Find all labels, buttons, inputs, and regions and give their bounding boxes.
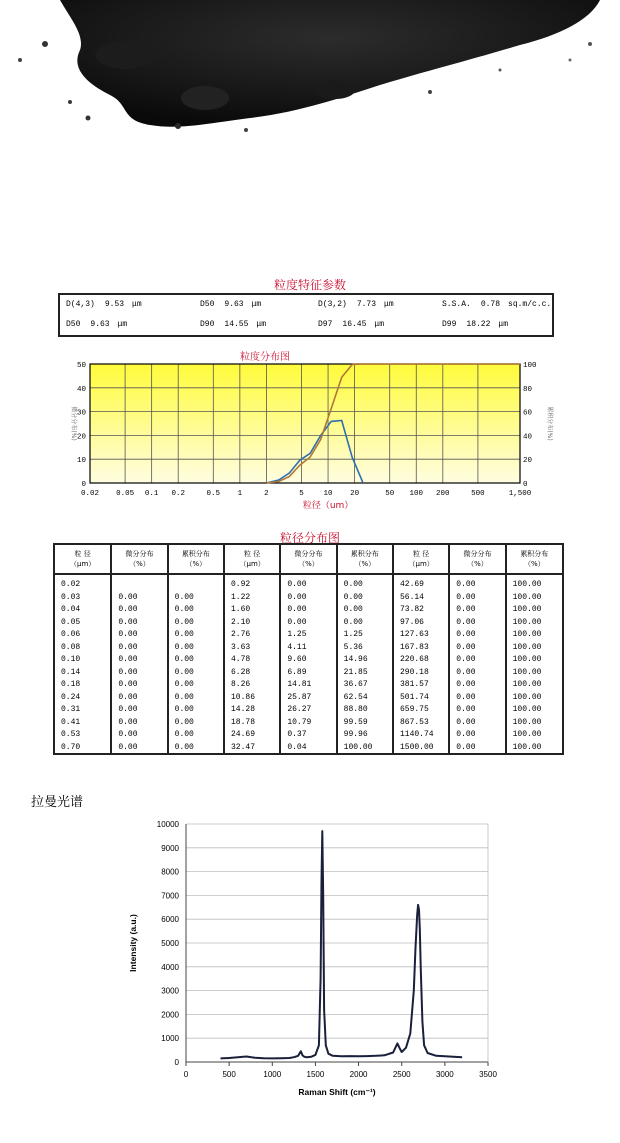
table-cell: 14.81 [280, 679, 336, 692]
table-cell: 867.53 [393, 717, 449, 730]
table-cell: 3.63 [224, 642, 280, 655]
x-tick-label: 2500 [392, 1070, 411, 1079]
table-cell: 1.22 [224, 592, 280, 605]
param-value: 18.22 [466, 320, 491, 329]
column-header [111, 545, 167, 574]
table-cell: 0.00 [280, 574, 336, 592]
param-value: 9.63 [224, 300, 244, 309]
table-cell: 73.82 [393, 604, 449, 617]
table-cell: 56.14 [393, 592, 449, 605]
table-cell: 0.00 [449, 717, 505, 730]
y-tick-label: 6000 [161, 915, 179, 925]
table-cell: 0.00 [168, 642, 224, 655]
y2-tick-label: 60 [523, 409, 533, 418]
table-cell: 0.00 [111, 704, 167, 717]
particle-distribution-table [53, 543, 564, 755]
table-cell: 0.04 [55, 604, 111, 617]
table-cell: 501.74 [393, 692, 449, 705]
table-cell: 0.00 [449, 679, 505, 692]
y-tick-label: 10 [76, 457, 86, 466]
table-cell: 0.00 [111, 742, 167, 755]
psd-y-label: 微分分布(%) [70, 406, 77, 441]
x-tick-label: 0.1 [144, 490, 159, 498]
distribution-table-title: 粒径分布图 [279, 531, 340, 545]
params-row [60, 315, 552, 335]
param-value: 14.55 [224, 320, 249, 329]
raman-x-label: Raman Shift (cm⁻¹) [298, 1087, 376, 1097]
params-title: 粒度特征参数 [273, 278, 346, 292]
y-tick-label: 2000 [161, 1010, 179, 1020]
column-header-unit: （%） [129, 560, 150, 568]
param-value: 0.78 [480, 300, 501, 309]
params-row [60, 295, 552, 315]
table-row [55, 617, 562, 630]
table-cell: 6.89 [280, 667, 336, 680]
table-cell: 1500.00 [393, 742, 449, 755]
table-cell: 100.00 [512, 655, 542, 664]
param-label: D50 [200, 300, 215, 309]
table-cell: 32.47 [224, 742, 280, 755]
x-tick-label: 50 [385, 490, 395, 498]
x-tick-label: 500 [471, 490, 485, 498]
table-cell: 4.11 [280, 642, 336, 655]
x-tick-label: 3000 [435, 1070, 454, 1079]
column-header [449, 545, 505, 574]
raman-y-label: Intensity (a.u.) [128, 914, 138, 972]
column-header-label: 累积分布 [520, 550, 549, 558]
y2-tick-label: 40 [523, 433, 533, 442]
table-cell: 0.00 [449, 617, 505, 630]
table-cell: 5.36 [337, 642, 393, 655]
table-row [55, 629, 562, 642]
column-header-label: 微分分布 [463, 550, 492, 558]
table-cell: 0.00 [168, 654, 224, 667]
column-header-unit: （%） [185, 560, 207, 568]
table-cell: 100.00 [512, 580, 542, 589]
table-cell: 0.14 [55, 667, 111, 680]
table-cell: 0.00 [111, 654, 167, 667]
x-tick-label: 5 [299, 490, 304, 498]
column-header-label: 粒 径 [244, 550, 261, 558]
table-row [55, 574, 562, 592]
table-cell: 10.86 [224, 692, 280, 705]
table-cell: 100.00 [512, 730, 542, 739]
y-tick-label: 50 [76, 362, 86, 370]
particle-size-distribution-chart [60, 350, 560, 512]
x-tick-label: 200 [436, 490, 450, 498]
table-cell: 1.25 [280, 629, 336, 642]
table-cell: 0.00 [337, 604, 393, 617]
table-row [55, 704, 562, 717]
table-cell: 1140.74 [393, 729, 449, 742]
table-cell: 0.00 [280, 617, 336, 630]
x-tick-label: 1500 [306, 1070, 325, 1079]
y2-tick-label: 80 [523, 385, 533, 394]
param-unit: μm [256, 320, 267, 329]
table-cell: 24.69 [224, 729, 280, 742]
column-header [280, 545, 336, 574]
table-cell: 14.28 [224, 704, 280, 717]
param-label: D90 [200, 320, 215, 329]
param-d32 [318, 300, 402, 309]
table-cell: 0.00 [168, 679, 224, 692]
table-cell: 1.60 [224, 604, 280, 617]
param-value: 16.45 [342, 320, 367, 329]
table-cell: 100.00 [512, 642, 542, 652]
y-tick-label: 7000 [161, 891, 179, 901]
table-cell: 0.00 [111, 667, 167, 680]
table-cell: 0.00 [337, 592, 393, 605]
table-cell: 21.85 [337, 667, 393, 680]
table-cell: 1.25 [337, 629, 393, 642]
table-cell: 100.00 [512, 705, 542, 714]
table-cell: 0.00 [168, 592, 224, 605]
table-cell: 0.00 [337, 617, 393, 630]
raman-spectrum-line [221, 831, 463, 1058]
psd-y2-label: 累积分布(%) [546, 406, 553, 441]
table-cell: 0.31 [55, 704, 111, 717]
table-cell: 99.96 [337, 729, 393, 742]
table-cell: 0.00 [111, 642, 167, 655]
table-cell: 290.18 [393, 667, 449, 680]
y-tick-label: 8000 [161, 867, 179, 877]
param-value: 9.63 [90, 320, 110, 329]
y-tick-label: 5000 [161, 939, 179, 948]
x-tick-label: 100 [409, 490, 424, 498]
param-d90 [200, 320, 274, 329]
table-cell: 0.00 [449, 742, 505, 755]
param-unit: μm [498, 320, 509, 329]
table-cell: 100.00 [512, 617, 542, 627]
table-row [55, 679, 562, 692]
table-cell: 100.00 [337, 742, 393, 755]
column-header [393, 545, 449, 574]
plot-background [90, 364, 520, 483]
table-cell: 0.53 [55, 729, 111, 742]
graphite-powder-image [0, 0, 620, 140]
table-row [55, 692, 562, 705]
param-label: D99 [442, 320, 457, 329]
table-row [55, 642, 562, 655]
table-cell: 42.69 [393, 574, 449, 592]
y2-tick-label: 100 [523, 362, 537, 370]
table-cell: 0.00 [168, 692, 224, 705]
table-row [55, 717, 562, 730]
param-d50 [66, 320, 135, 329]
column-header-label: 粒 径 [413, 550, 430, 558]
param-unit: μm [132, 300, 142, 309]
table-cell: 4.78 [224, 654, 280, 667]
param-d97 [318, 320, 392, 329]
column-header [168, 545, 224, 574]
table-cell: 0.00 [449, 729, 505, 742]
column-header [506, 545, 562, 574]
table-cell: 36.67 [337, 679, 393, 692]
column-header-unit: （%） [298, 560, 319, 568]
column-header-unit: （%） [467, 560, 488, 568]
table-cell: 659.75 [393, 704, 449, 717]
y2-tick-label: 20 [523, 457, 533, 466]
param-label: D(3,2) [318, 300, 347, 309]
param-unit: μm [384, 300, 394, 309]
x-tick-label: 0.02 [80, 490, 100, 498]
table-cell: 0.00 [168, 742, 224, 755]
table-cell: 100.00 [512, 717, 542, 727]
table-cell: 0.00 [168, 667, 224, 680]
table-cell: 0.00 [168, 604, 224, 617]
y-tick-label: 30 [76, 409, 86, 418]
table-row [55, 667, 562, 680]
param-value: 9.53 [104, 300, 125, 309]
param-d99 [442, 320, 516, 329]
table-cell: 100.00 [512, 692, 542, 702]
x-tick-label: 1,500 [508, 490, 532, 498]
table-cell: 0.00 [449, 692, 505, 705]
table-cell: 0.02 [55, 574, 111, 592]
table-cell: 0.00 [449, 592, 505, 605]
table-cell: 0.00 [168, 717, 224, 730]
table-row [55, 742, 562, 755]
table-cell: 9.60 [280, 654, 336, 667]
table-cell: 0.00 [280, 592, 336, 605]
table-cell: 0.05 [55, 617, 111, 630]
param-label: D(4,3) [66, 300, 95, 309]
y-tick-label: 0 [81, 481, 86, 489]
param-label: D50 [66, 320, 81, 329]
y-tick-label: 20 [76, 433, 86, 442]
table-cell: 167.83 [393, 642, 449, 655]
param-unit: μm [117, 320, 128, 329]
table-cell: 8.26 [224, 679, 280, 692]
param-d50 [200, 300, 269, 309]
x-tick-label: 3500 [479, 1070, 497, 1079]
table-cell: 26.27 [280, 704, 336, 717]
y-tick-label: 10000 [156, 820, 179, 829]
table-cell: 2.76 [224, 629, 280, 642]
table-cell: 97.06 [393, 617, 449, 630]
param-d43 [66, 300, 150, 309]
param-label: D97 [318, 320, 333, 329]
table-cell: 381.57 [393, 679, 449, 692]
param-unit: μm [374, 320, 385, 329]
y-tick-label: 40 [76, 385, 86, 394]
y-tick-label: 0 [174, 1058, 179, 1067]
y-tick-label: 1000 [161, 1034, 179, 1044]
table-cell: 100.00 [512, 667, 542, 677]
table-cell: 0.00 [449, 604, 505, 617]
table-cell: 0.92 [224, 574, 280, 592]
table-cell: 0.00 [111, 692, 167, 705]
column-header-unit: （%） [523, 560, 545, 568]
table-cell: 0.18 [55, 679, 111, 692]
table-cell: 88.80 [337, 704, 393, 717]
psd-x-label: 粒径（um） [302, 501, 354, 511]
table-cell: 100.00 [512, 605, 542, 614]
table-cell: 14.96 [337, 654, 393, 667]
table-cell: 0.00 [337, 574, 393, 592]
x-tick-label: 0.2 [171, 490, 185, 498]
table-cell: 0.00 [449, 629, 505, 642]
table-cell: 0.00 [111, 592, 167, 605]
column-header-label: 微分分布 [125, 550, 154, 558]
table-cell [168, 574, 224, 592]
table-cell: 220.68 [393, 654, 449, 667]
raman-spectrum-chart [120, 812, 500, 1102]
table-cell: 0.08 [55, 642, 111, 655]
table-cell: 100.00 [512, 680, 542, 689]
table-cell: 0.37 [280, 729, 336, 742]
column-header-unit: （%） [354, 560, 376, 568]
param-ssa [442, 300, 559, 309]
table-cell: 0.00 [168, 704, 224, 717]
x-tick-label: 2000 [349, 1070, 368, 1079]
column-header-label: 累积分布 [181, 550, 210, 558]
table-cell: 0.70 [55, 742, 111, 755]
param-unit: μm [251, 300, 262, 309]
table-cell: 18.78 [224, 717, 280, 730]
table-row [55, 604, 562, 617]
table-cell: 62.54 [337, 692, 393, 705]
table-cell: 0.04 [280, 742, 336, 755]
table-cell: 100.00 [512, 630, 542, 639]
psd-chart-title: 粒度分布图 [240, 352, 290, 363]
table-cell: 0.41 [55, 717, 111, 730]
x-tick-label: 10 [323, 490, 333, 498]
table-cell: 0.00 [168, 729, 224, 742]
y2-tick-label: 0 [523, 481, 528, 489]
table-cell: 100.00 [512, 742, 542, 752]
table-cell: 0.00 [111, 729, 167, 742]
column-header-label: 累积分布 [350, 550, 379, 558]
x-tick-label: 0.5 [206, 490, 221, 498]
x-tick-label: 1 [237, 490, 243, 498]
table-cell: 10.79 [280, 717, 336, 730]
raman-title: 拉曼光谱 [31, 795, 84, 810]
column-header-label: 微分分布 [294, 550, 323, 558]
x-tick-label: 500 [222, 1070, 236, 1079]
table-row [55, 729, 562, 742]
table-cell: 0.24 [55, 692, 111, 705]
y-tick-label: 4000 [161, 962, 179, 972]
param-value: 7.73 [356, 300, 377, 309]
table-cell: 0.00 [280, 604, 336, 617]
column-header-unit: （μm） [70, 560, 96, 568]
table-row [55, 654, 562, 667]
column-header [224, 545, 280, 574]
y-tick-label: 9000 [161, 843, 179, 853]
column-header-unit: （μm） [239, 560, 265, 568]
table-cell: 99.59 [337, 717, 393, 730]
table-cell: 0.00 [449, 704, 505, 717]
column-header [55, 545, 111, 574]
table-cell: 127.63 [393, 629, 449, 642]
table-cell: 0.00 [111, 629, 167, 642]
table-cell: 0.00 [111, 679, 167, 692]
table-cell: 0.10 [55, 654, 111, 667]
table-cell: 0.06 [55, 629, 111, 642]
x-tick-label: 20 [350, 490, 360, 498]
column-header [337, 545, 393, 574]
x-tick-label: 1000 [263, 1070, 282, 1079]
particle-params-table [58, 293, 554, 337]
x-tick-label: 2 [264, 490, 269, 498]
table-cell: 100.00 [512, 592, 542, 602]
table-cell: 0.00 [449, 574, 505, 592]
table-cell: 2.10 [224, 617, 280, 630]
x-tick-label: 0.05 [116, 490, 135, 498]
table-cell: 0.00 [111, 617, 167, 630]
table-cell: 6.28 [224, 667, 280, 680]
param-label: S.S.A. [442, 300, 471, 309]
y-tick-label: 3000 [161, 986, 179, 996]
table-cell: 0.00 [449, 642, 505, 655]
table-cell: 0.00 [111, 717, 167, 730]
table-cell: 0.00 [449, 654, 505, 667]
table-row [55, 592, 562, 605]
param-unit: sq.m/c.c. [508, 300, 552, 309]
x-tick-label: 0 [183, 1070, 189, 1079]
table-cell [111, 574, 167, 592]
table-cell: 0.00 [168, 629, 224, 642]
table-cell: 0.00 [111, 604, 167, 617]
table-cell: 0.00 [168, 617, 224, 630]
table-cell: 25.87 [280, 692, 336, 705]
column-header-label: 粒 径 [74, 550, 91, 558]
table-cell: 0.00 [449, 667, 505, 680]
column-header-unit: （μm） [408, 560, 434, 568]
table-cell: 0.03 [55, 592, 111, 605]
